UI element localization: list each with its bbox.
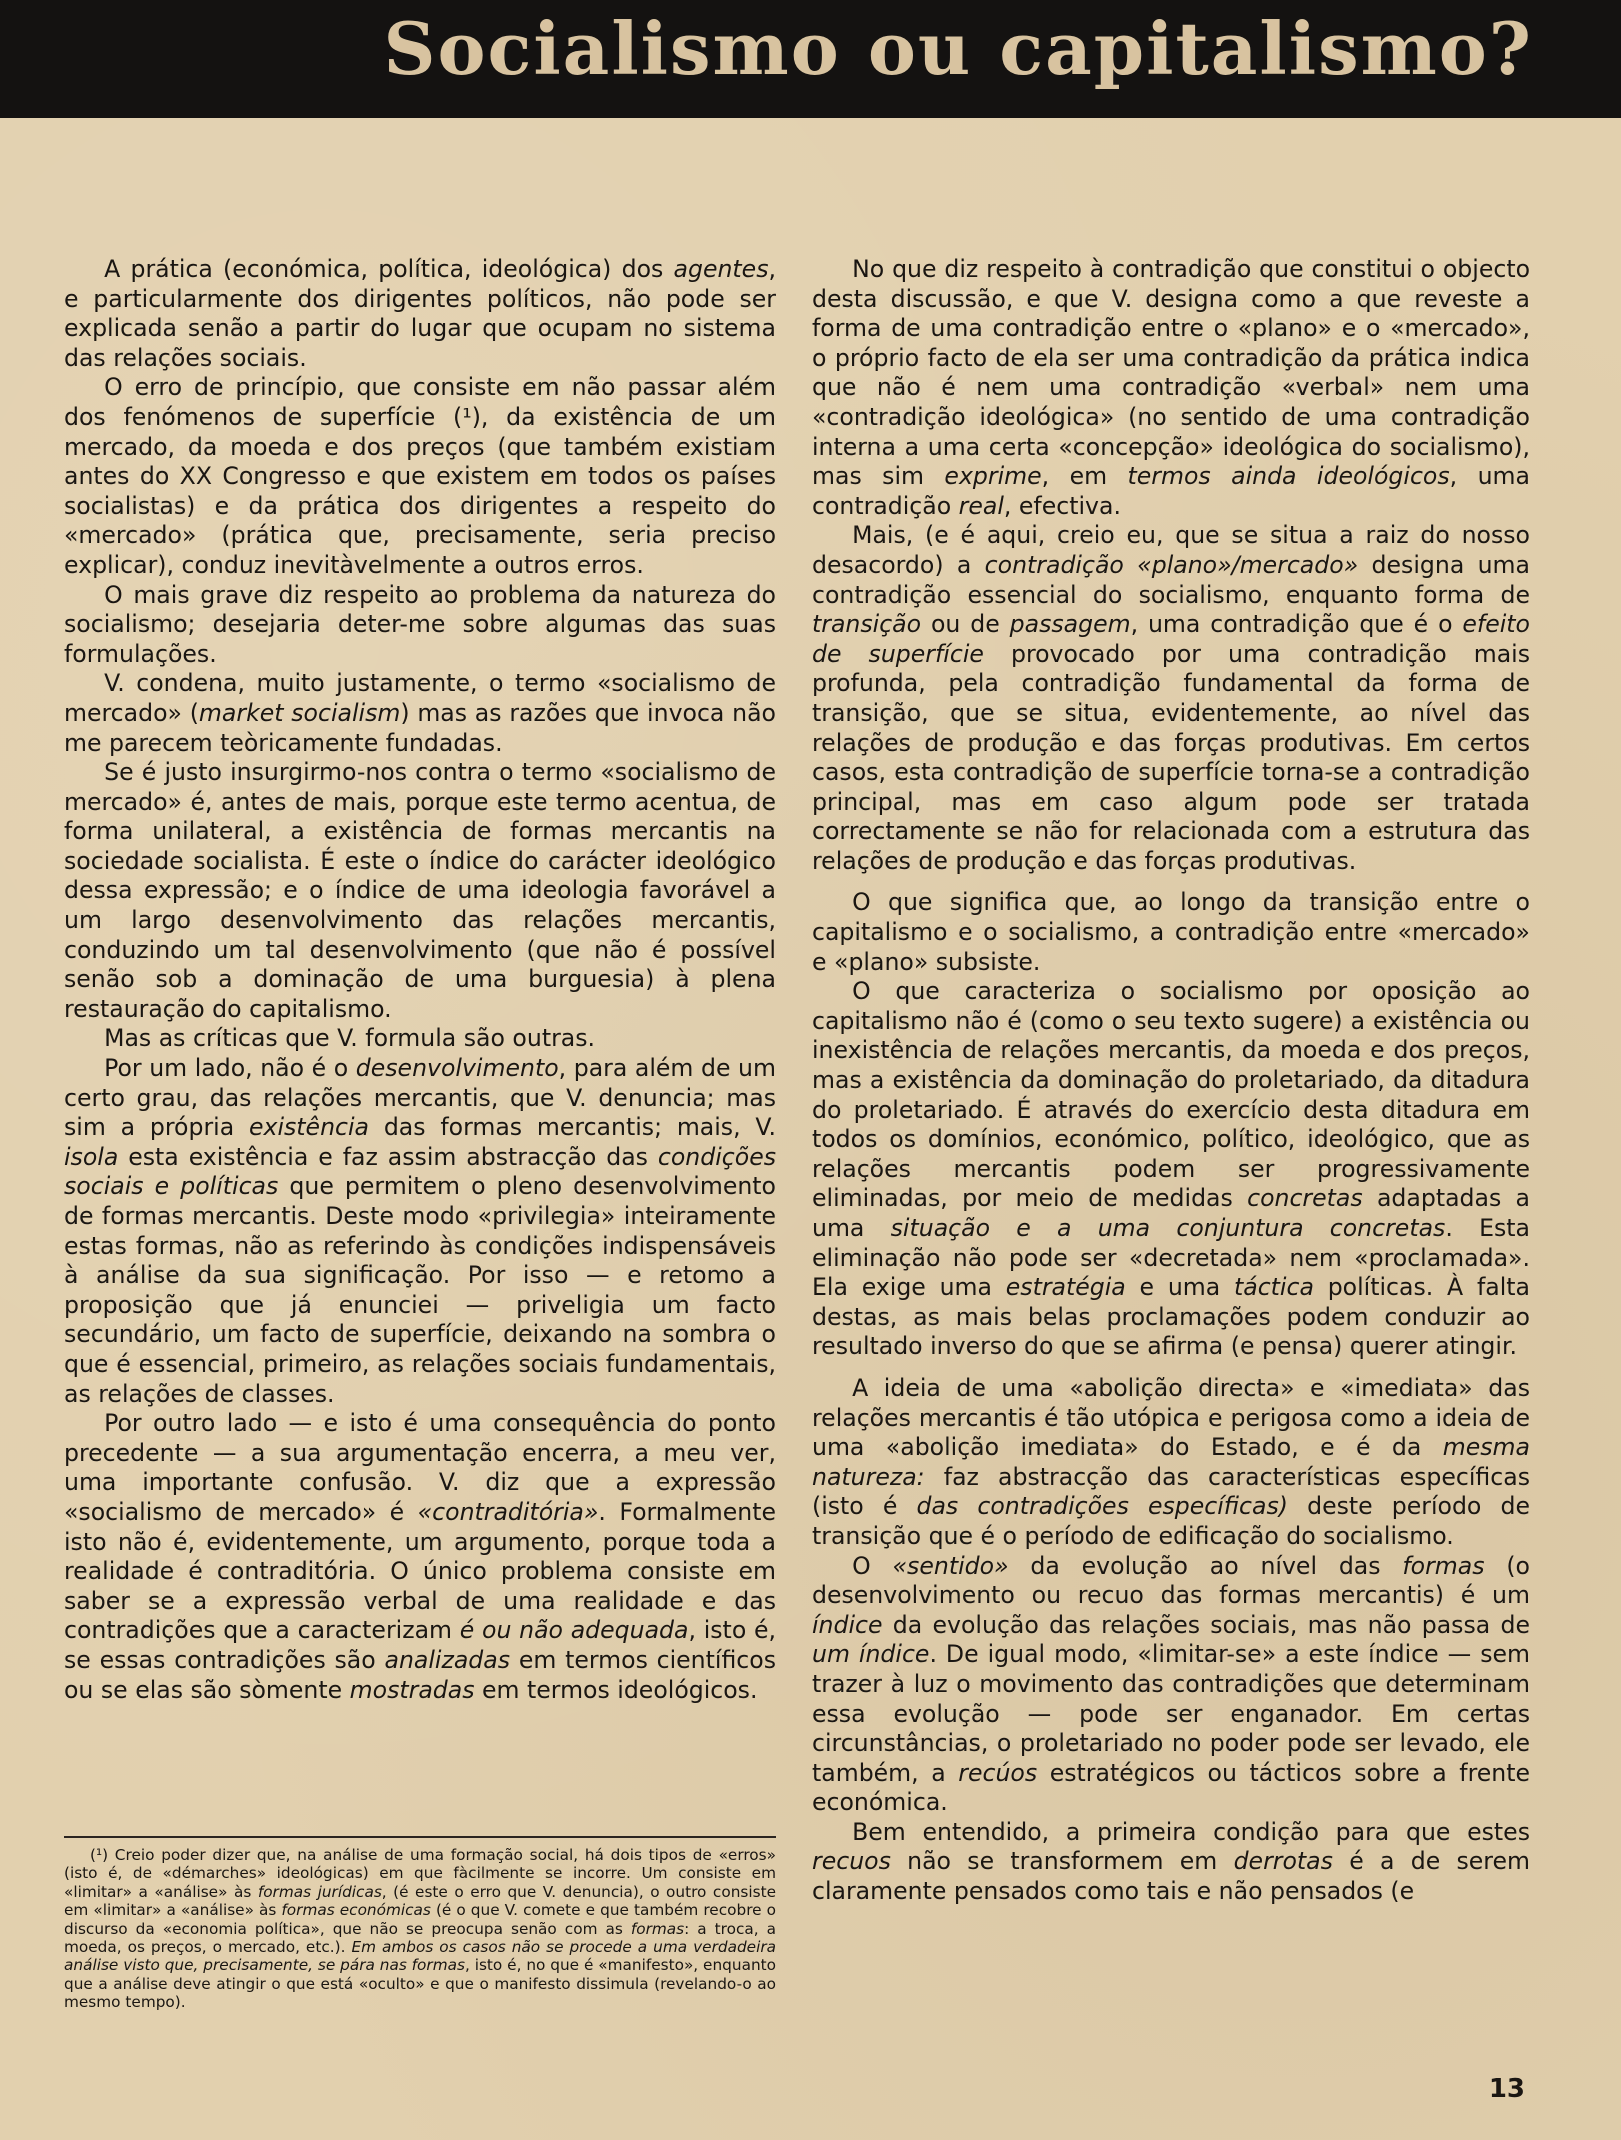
paragraph: Se é justo insurgirmo-nos contra o termo «socialismo de mercado» é, antes de mais, porque este termo acentua, de forma unilateral, a existência de formas mercantis na sociedade socialista. É este o índice do carácter ideológico dessa expressão; e o índice de uma ideologia favorável a um largo desenvolvimento das relações mercantis, conduzindo um tal desenvolvimento (que não é possível senão sob a dominação de uma burguesia) à plena restauração do capitalismo. (64, 758, 776, 1023)
paragraph: Mais, (e é aqui, creio eu, que se situa a raiz do nosso desacordo) a contradição «plano»/mercado» designa uma contradição essencial do socialismo, enquanto forma de transição ou de passagem, uma contradição que é o efeito de superfície provocado por uma contradição mais profunda, pela contradição fundamental da forma de transição, que se situa, evidentemente, ao nível das relações de produção e das forças produtivas. Em certos casos, esta contradição de superfície torna-se a contradição principal, mas em caso algum pode ser tratada correctamente se não for relacionada com a estrutura das relações de produção e das forças produtivas. (812, 521, 1530, 875)
paragraph: O mais grave diz respeito ao problema da natureza do socialismo; desejaria deter-me sobre algumas das suas formulações. (64, 580, 776, 668)
footnote-divider (64, 1836, 776, 1838)
right-column (812, 255, 1530, 1907)
paragraph: O que significa que, ao longo da transição entre o capitalismo e o socialismo, a contradição entre «mercado» e «plano» subsiste. (812, 888, 1530, 976)
footnote-text: (¹) Creio poder dizer que, na análise de uma formação social, há dois tipos de «erros» (isto é, de «démarches» ideológicas) em que fàcilmente se incorre. Um consiste em «limitar» a «análise» às formas jurídicas, (é este o erro que V. denuncia), o outro consiste em «limitar» a «análise» às formas económicas (é o que V. comete e que também recobre o discurso da «economia política», que não se preocupa senão com as formas: a troca, a moeda, os preços, o mercado, etc.). Em ambos os casos não se procede a uma verdadeira análise visto que, precisamente, se pára nas formas, isto é, no que é «manifesto», enquanto que a análise deve atingir o que está «oculto» e que o manifesto dissimula (revelando-o ao mesmo tempo). (64, 1846, 776, 2012)
paragraph: A ideia de uma «abolição directa» e «imediata» das relações mercantis é tão utópica e perigosa como a ideia de uma «abolição imediata» do Estado, e é da mesma natureza: faz abstracção das características específicas (isto é das contradições específicas) deste período de transição que é o período de edificação do socialismo. (812, 1373, 1530, 1550)
footnote (64, 1846, 776, 2012)
paragraph: V. condena, muito justamente, o termo «socialismo de mercado» (market socialism) mas as razões que invoca não me parecem teòricamente fundadas. (64, 669, 776, 757)
paragraph: No que diz respeito à contradição que constitui o objecto desta discussão, e que V. designa como a que reveste a forma de uma contradição entre o «plano» e o «mercado», o próprio facto de ela ser uma contradição da prática indica que não é nem uma contradição «verbal» nem uma «contradição ideológica» (no sentido de uma contradição interna a uma certa «concepção» ideológica do socialismo), mas sim exprime, em termos ainda ideológicos, uma contradição real, efectiva. (812, 255, 1530, 520)
paragraph: O «sentido» da evolução ao nível das formas (o desenvolvimento ou recuo das formas mercantis) é um índice da evolução das relações sociais, mas não passa de um índice. De igual modo, «limitar-se» a este índice — sem trazer à luz o movimento das contradições que determinam essa evolução — pode ser enganador. Em certas circunstâncias, o proletariado no poder pode ser levado, ele também, a recúos estratégicos ou tácticos sobre a frente económica. (812, 1551, 1530, 1817)
paragraph: Por outro lado — e isto é uma consequência do ponto precedente — a sua argumentação encerra, a meu ver, uma importante confusão. V. diz que a expressão «socialismo de mercado» é «contraditória». Formalmente isto não é, evidentemente, um argumento, porque toda a realidade é contraditória. O único problema consiste em saber se a expressão verbal de uma realidade e das contradições que a caracterizam é ou não adequada, isto é, se essas contradições são analizadas em termos científicos ou se elas são sòmente mostradas em termos ideológicos. (64, 1409, 777, 1704)
paragraph: Por um lado, não é o desenvolvimento, para além de um certo grau, das relações mercantis, que V. denuncia; mas sim a própria existência das formas mercantis; mais, V. isola esta existência e faz assim abstracção das condições sociais e políticas que permitem o pleno desenvolvimento de formas mercantis. Deste modo «privilegia» inteiramente estas formas, não as referindo às condições indispensáveis à análise da sua significação. Por isso — e retomo a proposição que já enunciei — priveligia um facto secundário, um facto de superfície, deixando na sombra o que é essencial, primeiro, as relações sociais fundamentais, as relações de classes. (64, 1054, 777, 1408)
paragraph: Mas as críticas que V. formula são outras. (104, 1024, 596, 1053)
paragraph: A prática (económica, política, ideológica) dos agentes, e particularmente dos dirigentes políticos, não pode ser explicada senão a partir do lugar que ocupam no sistema das relações sociais. (64, 255, 776, 372)
paragraph: O erro de princípio, que consiste em não passar além dos fenómenos de superfície (¹), da existência de um mercado, da moeda e dos preços (que também existiam antes do XX Congresso e que existem em todos os países socialistas) e da prática dos dirigentes a respeito do «mercado» (prática que, precisamente, seria preciso explicar), conduz inevitàvelmente a outros erros. (64, 373, 776, 579)
article-title: Socialismo ou capitalismo? (383, 6, 1533, 91)
title-banner (0, 0, 1621, 118)
left-column (64, 255, 776, 1705)
page-number: 13 (1488, 2074, 1525, 2104)
paragraph: O que caracteriza o socialismo por oposição ao capitalismo não é (como o seu texto sugere) a existência ou inexistência de relações mercantis, da moeda e dos preços, mas a existência da dominação do proletariado, da ditadura do proletariado. É através do exercício desta ditadura em todos os domínios, económico, político, ideológico, que as relações mercantis podem ser progressivamente eliminadas, por meio de medidas concretas adaptadas a uma situação e a uma conjuntura concretas. Esta eliminação não pode ser «decretada» nem «proclamada». Ela exige uma estratégia e uma táctica políticas. À falta destas, as mais belas proclamações podem conduzir ao resultado inverso do que se afirma (e pensa) querer atingir. (812, 977, 1530, 1361)
paragraph: Bem entendido, a primeira condição para que estes recuos não se transformem em derrotas é a de serem claramente pensados como tais e não pensados (e (812, 1817, 1530, 1906)
